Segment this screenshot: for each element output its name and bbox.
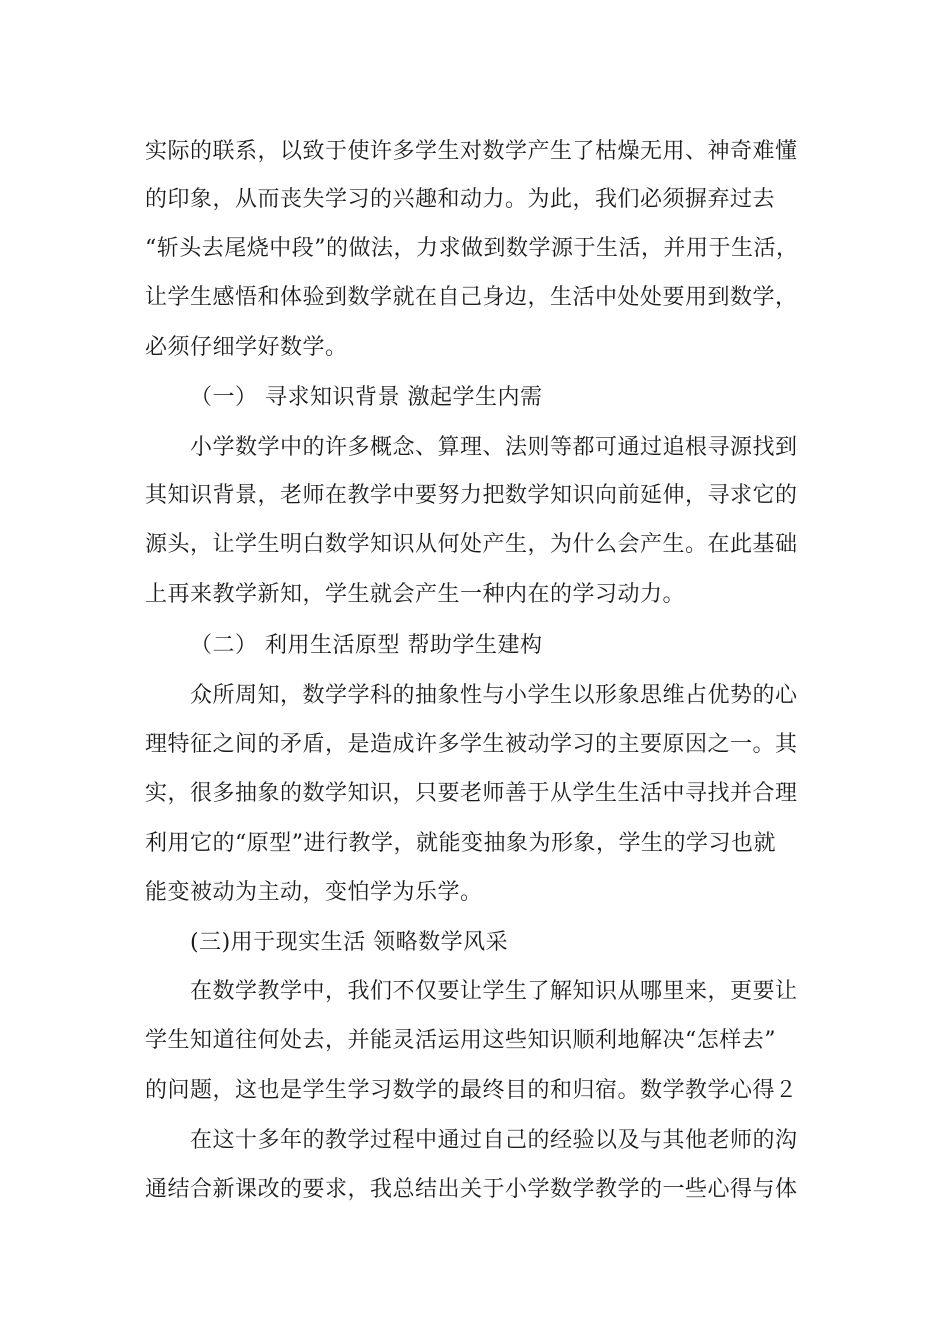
body-text-line: 通结合新课改的要求，我总结出关于小学数学教学的一些心得与体 [145,1177,798,1202]
body-text-line: 必须仔细学好数学。 [145,335,348,360]
section-heading: （一） 寻求知识背景 激起学生内需 [190,385,543,410]
body-text-line: 的问题，这也是学生学习数学的最终目的和归宿。数学教学心得２ [145,1078,798,1103]
body-text-line: 能变被动为主动，变怕学为乐学。 [145,880,483,905]
paragraph-first-line: 小学数学中的许多概念、算理、法则等都可通过追根寻源找到 [190,435,798,460]
body-text-line: 源头，让学生明白数学知识从何处产生，为什么会产生。在此基础 [145,532,798,557]
body-text-line: 利用它的“原型”进行教学，就能变抽象为形象，学生的学习也就 [145,831,776,856]
paragraph-first-line: 在数学教学中，我们不仅要让学生了解知识从哪里来，更要让 [190,979,798,1004]
body-text-line: 实，很多抽象的数学知识，只要老师善于从学生生活中寻找并合理 [145,781,798,806]
body-text-line: 学生知道往何处去，并能灵活运用这些知识顺利地解决“怎样去” [145,1028,776,1053]
paragraph-first-line: 众所周知，数学学科的抽象性与小学生以形象思维占优势的心 [190,683,798,708]
body-text-line: 其知识背景，老师在教学中要努力把数学知识向前延伸，寻求它的 [145,483,798,508]
body-text-line: 理特征之间的矛盾，是造成许多学生被动学习的主要原因之一。其 [145,732,798,757]
body-text-line: 实际的联系，以致于使许多学生对数学产生了枯燥无用、神奇难懂 [145,139,798,164]
body-text-line: 的印象，从而丧失学习的兴趣和动力。为此，我们必须摒弃过去 [145,187,776,212]
body-text-line: 上再来教学新知，学生就会产生一种内在的学习动力。 [145,582,686,607]
section-heading: (三)用于现实生活 领略数学风采 [190,930,509,955]
body-text-line: 让学生感悟和体验到数学就在自己身边，生活中处处要用到数学， [145,285,798,310]
body-text-line: “斩头去尾烧中段”的做法，力求做到数学源于生活，并用于生活， [145,236,799,261]
section-heading: （二） 利用生活原型 帮助学生建构 [190,633,543,658]
paragraph-first-line: 在这十多年的教学过程中通过自己的经验以及与其他老师的沟 [190,1128,798,1153]
